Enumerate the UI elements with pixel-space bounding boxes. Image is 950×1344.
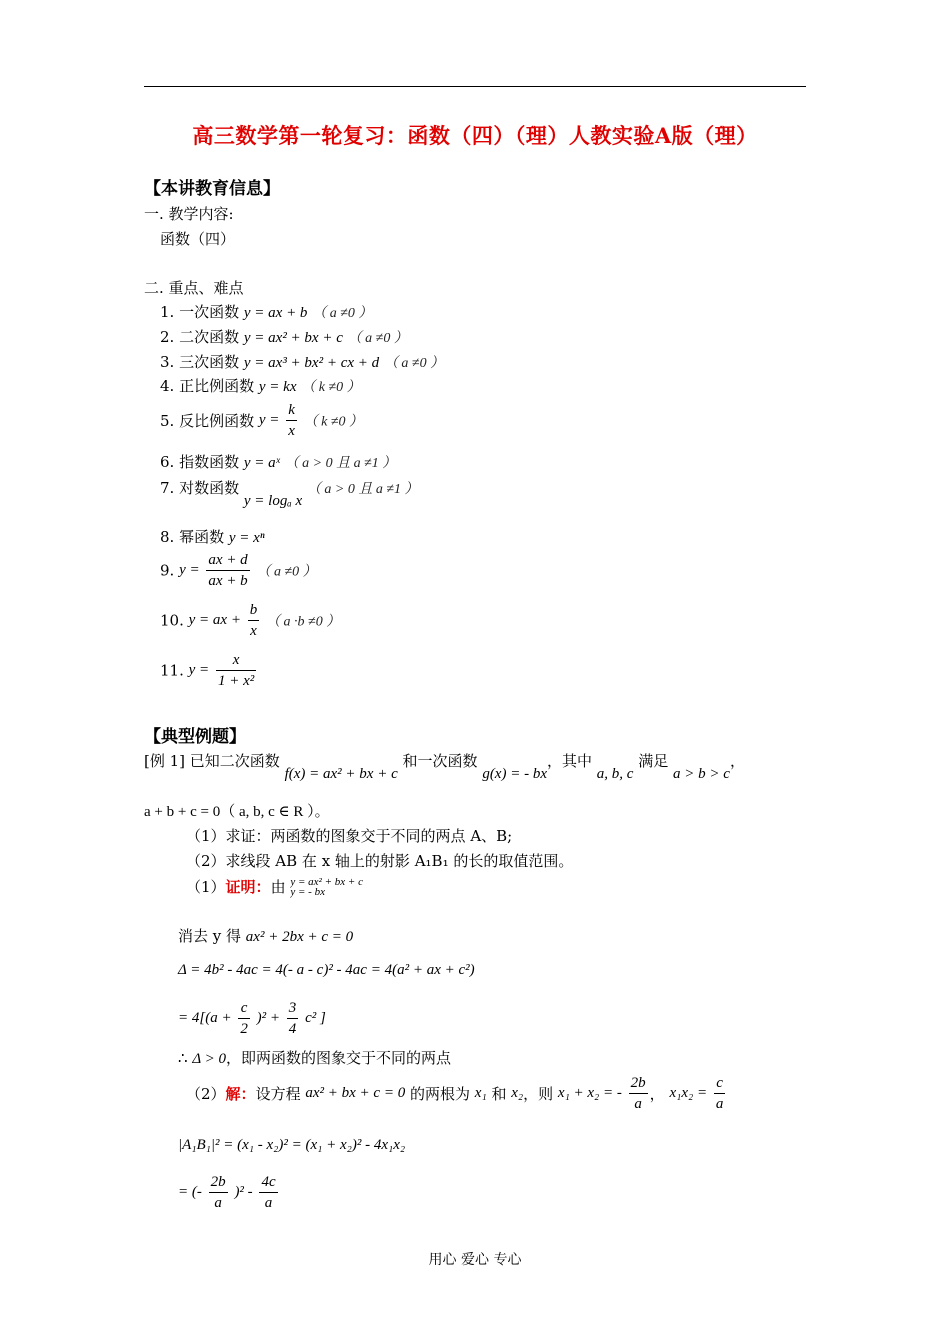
page-footer: 用心 爱心 专心	[428, 1252, 522, 1268]
numerator: k	[288, 402, 295, 418]
item-formula: y = xⁿ	[228, 530, 265, 546]
numerator: x	[232, 652, 240, 668]
text: = 4[(a +	[178, 1010, 232, 1026]
fraction	[216, 650, 256, 691]
proof-label: 证明：	[225, 878, 271, 896]
item-label: 10.	[160, 611, 184, 630]
denominator: x	[248, 620, 260, 641]
solution-line	[186, 1073, 727, 1114]
system-eq-1: y = ax² + bx + c	[290, 877, 363, 888]
eliminate-line	[178, 925, 353, 946]
text: 和一次函数	[402, 752, 478, 770]
item-condition: （ a ·b ≠0 ）	[266, 614, 341, 630]
text: ，则	[523, 1085, 554, 1103]
formula: x₁x₂ =	[669, 1085, 708, 1101]
item-formula: y = ax³ + bx² + cx + d	[243, 355, 380, 371]
text: c² ]	[305, 1010, 326, 1026]
list-item	[160, 600, 340, 641]
formula-ineq: a > b > c	[673, 766, 730, 782]
section-heading-examples: 【典型例题】	[144, 727, 246, 747]
denominator: a	[259, 1192, 277, 1213]
list-item	[160, 326, 408, 347]
item-condition: （ a ≠0 ）	[256, 564, 317, 580]
numerator: 4c	[261, 1174, 276, 1190]
item-formula: y = logₐ x	[243, 493, 303, 509]
item-formula: y = ax + b	[243, 305, 308, 321]
fraction	[238, 998, 250, 1039]
text: ，其中	[547, 752, 593, 770]
delta-line: Δ = 4b² - 4ac = 4(- a - c)² - 4ac = 4(a² + ax + c²)	[178, 962, 475, 978]
item-formula: y =	[179, 562, 200, 578]
fraction	[287, 998, 299, 1039]
numerator: ax + d	[208, 552, 248, 568]
item-condition: （ a > 0 且 a ≠1 ）	[306, 482, 419, 497]
list-item	[160, 650, 258, 691]
numerator: b	[249, 602, 258, 618]
item-condition: （ k ≠0 ）	[301, 380, 361, 395]
item-condition: （ a ≠0 ）	[383, 356, 445, 371]
text: 满足	[638, 752, 669, 770]
item-condition: （ a > 0 且 a ≠1 ）	[284, 456, 397, 471]
text: )² -	[234, 1184, 253, 1200]
text: （1）	[186, 878, 226, 896]
formula: x₁	[474, 1085, 487, 1101]
header-rule	[144, 86, 806, 87]
item-formula: y = ax +	[188, 612, 241, 628]
list-item	[160, 550, 317, 591]
text: )² +	[256, 1010, 281, 1026]
numerator: 3	[288, 1000, 297, 1016]
key-points-label: 二. 重点、难点	[144, 279, 244, 297]
proof-line	[186, 876, 363, 899]
denominator: 2	[238, 1018, 250, 1039]
text: ，	[649, 1085, 665, 1103]
formula-f: f(x) = ax² + bx + c	[284, 766, 398, 782]
formula-abc: a, b, c	[596, 766, 634, 782]
item-condition: （ k ≠0 ）	[303, 414, 364, 430]
item-label: 1. 一次函数	[160, 303, 240, 321]
text: （2）	[186, 1085, 226, 1103]
fraction	[286, 400, 297, 441]
item-label: 6. 指数函数	[160, 453, 240, 471]
denominator: a	[629, 1093, 648, 1114]
example-1-line-2: a + b + c = 0（ a, b, c ∈ R ）。	[144, 804, 330, 820]
item-label: 4. 正比例函数	[160, 377, 255, 395]
denominator: 1 + x²	[216, 670, 256, 691]
fraction	[629, 1073, 648, 1114]
delta-line-2	[178, 998, 326, 1039]
section-heading-info: 【本讲教育信息】	[144, 179, 280, 199]
formula: Δ > 0	[192, 1051, 226, 1067]
example-1-line-1	[144, 750, 745, 782]
item-label: 11.	[160, 661, 184, 680]
item-label: 7. 对数函数	[160, 479, 240, 497]
formula: x₁ + x₂ = -	[557, 1085, 622, 1101]
text: 由	[270, 878, 286, 896]
final-line	[178, 1172, 280, 1213]
formula: x₂	[511, 1085, 524, 1101]
denominator: a	[209, 1192, 228, 1213]
fraction	[206, 550, 249, 591]
item-label: 2. 二次函数	[160, 328, 240, 346]
text: 和	[491, 1085, 507, 1103]
denominator: 4	[287, 1018, 299, 1039]
list-item	[160, 351, 444, 372]
item-label: 9.	[160, 561, 175, 580]
list-item	[160, 477, 419, 509]
text: 设方程	[255, 1085, 301, 1103]
distance-line: |A₁B₁|² = (x₁ - x₂)² = (x₁ + x₂)² - 4x₁x₂	[178, 1137, 406, 1153]
fraction	[259, 1172, 277, 1213]
numerator: 2b	[630, 1075, 646, 1091]
fraction	[714, 1073, 726, 1114]
item-formula: y =	[258, 412, 280, 428]
text: [例 1] 已知二次函数	[144, 752, 280, 770]
denominator: x	[286, 420, 297, 441]
fraction	[209, 1172, 228, 1213]
numerator: 2b	[210, 1174, 226, 1190]
list-item	[160, 451, 396, 472]
item-condition: （ a ≠0 ）	[312, 306, 373, 321]
list-item	[160, 400, 363, 441]
text: 消去 y 得	[178, 927, 242, 945]
text: = (-	[178, 1184, 202, 1200]
item-label: 5. 反比例函数	[160, 412, 255, 430]
therefore-symbol: ∴	[178, 1049, 188, 1067]
content-value: 函数（四）	[160, 230, 236, 248]
text: ，	[729, 752, 745, 770]
denominator: ax + b	[206, 570, 249, 591]
therefore-line	[178, 1047, 451, 1068]
content-label: 一. 教学内容:	[144, 205, 234, 223]
solution-label: 解：	[225, 1085, 256, 1103]
equation-system	[290, 877, 363, 899]
system-eq-2: y = - bx	[290, 886, 325, 898]
denominator: a	[714, 1093, 726, 1114]
list-item	[160, 375, 361, 396]
question-1: （1）求证：两函数的图象交于不同的两点 A、B;	[186, 827, 513, 845]
numerator: c	[716, 1075, 723, 1091]
question-2: （2）求线段 AB 在 x 轴上的射影 A₁B₁ 的长的取值范围。	[186, 852, 574, 870]
numerator: c	[240, 1000, 248, 1016]
item-label: 3. 三次函数	[160, 353, 240, 371]
formula-g: g(x) = - bx	[482, 766, 547, 782]
formula: ax² + 2bx + c = 0	[245, 929, 354, 945]
list-item	[160, 301, 372, 322]
item-condition: （ a ≠0 ）	[347, 331, 408, 346]
page-title: 高三数学第一轮复习：函数（四）（理）人教实验A版（理）	[192, 123, 758, 148]
item-formula: y = aˣ	[243, 455, 280, 471]
list-item	[160, 526, 265, 547]
item-formula: y = kx	[258, 379, 297, 395]
item-label: 8. 幂函数	[160, 528, 225, 546]
text: ，即两函数的图象交于不同的两点	[225, 1049, 451, 1067]
item-formula: y = ax² + bx + c	[243, 330, 343, 346]
text: 的两根为	[409, 1085, 470, 1103]
fraction	[248, 600, 260, 641]
formula: ax² + bx + c = 0	[305, 1085, 406, 1101]
item-formula: y =	[188, 662, 210, 678]
